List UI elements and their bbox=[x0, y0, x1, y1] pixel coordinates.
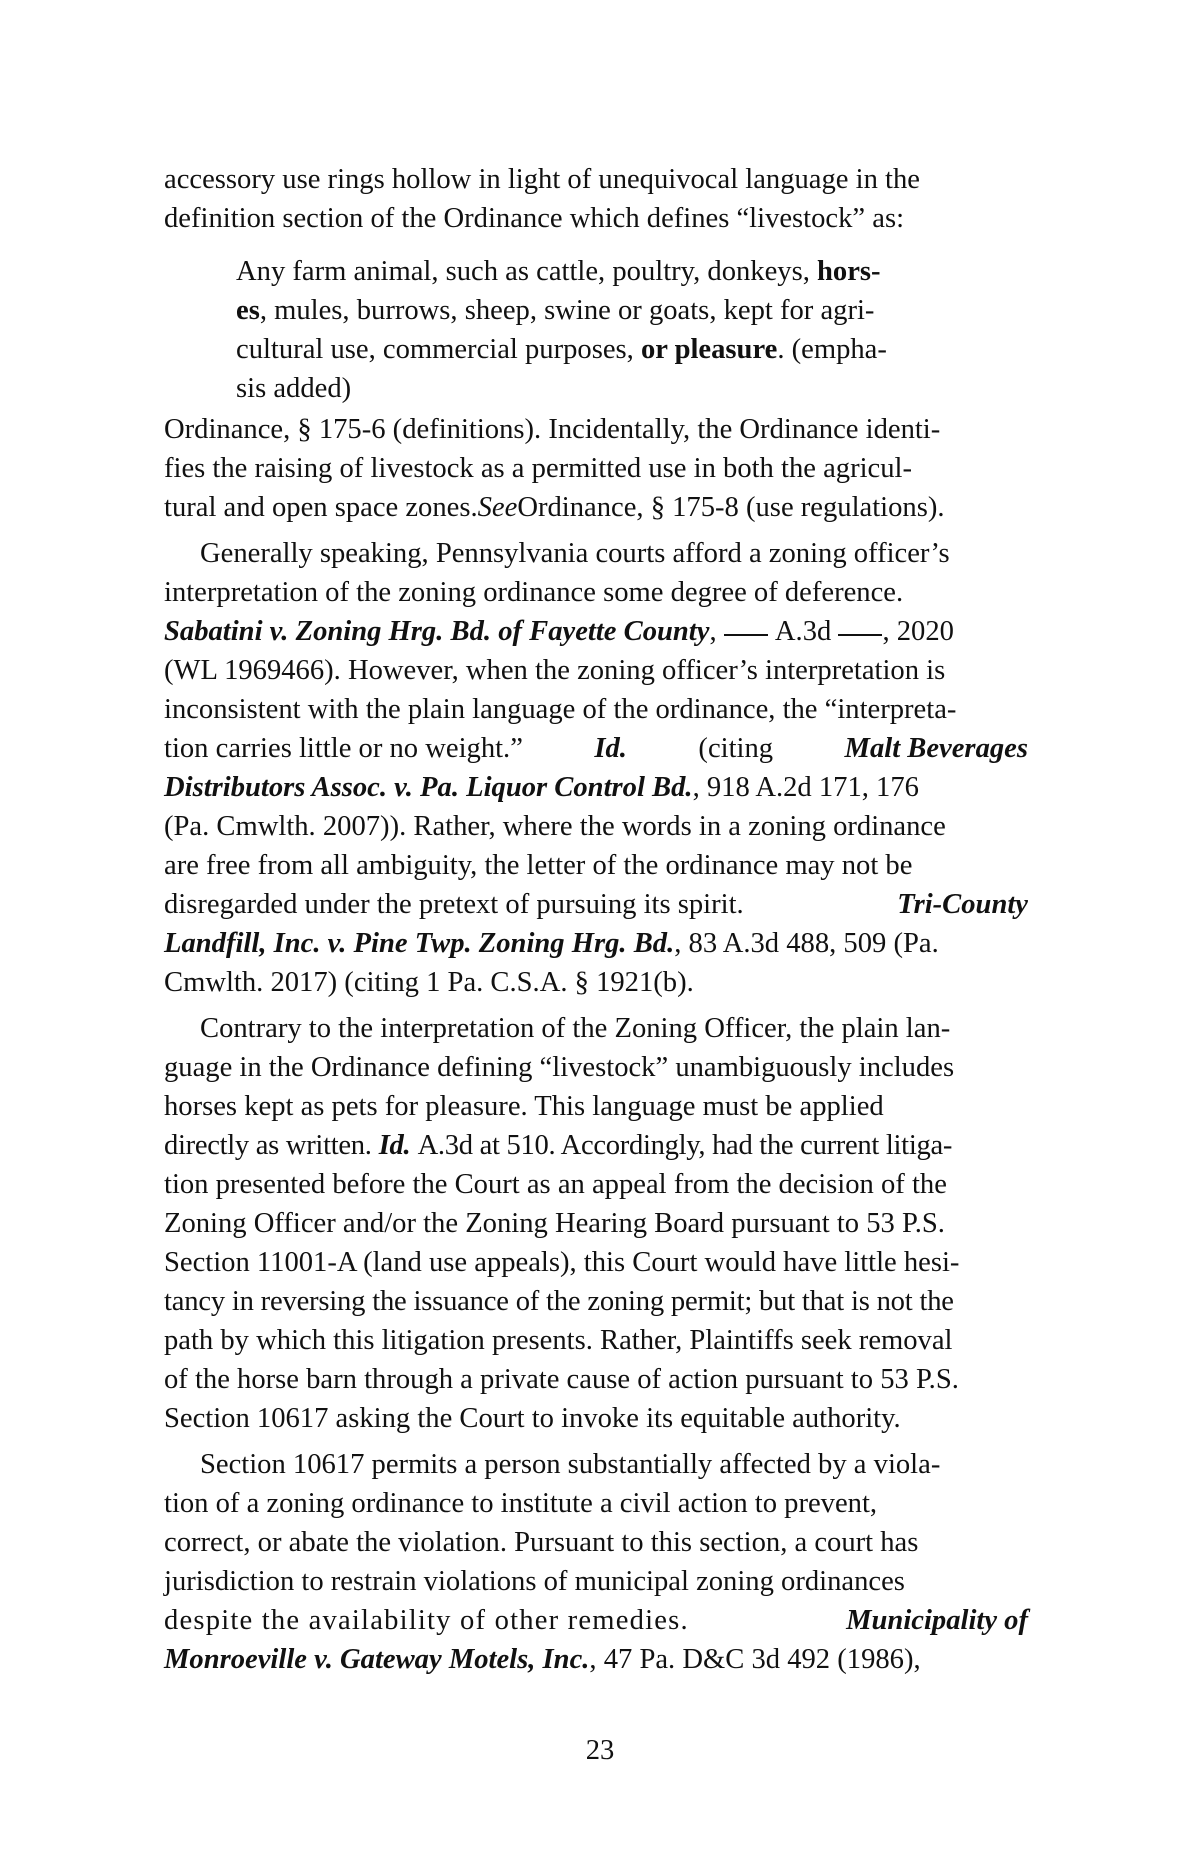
text-line: interpretation of the zoning ordinance some degree of deference. bbox=[164, 577, 904, 608]
text-line: are free from all ambiguity, the letter of the ordinance may not be bbox=[164, 850, 913, 881]
text-line: tural and open space zones. See Ordinance, § 175-8 (use regulations). bbox=[164, 492, 945, 523]
case-citation: Distributors Assoc. v. Pa. Liquor Control Bd. bbox=[164, 772, 693, 803]
text-line: Generally speaking, Pennsylvania courts afford a zoning officer’s bbox=[200, 538, 950, 569]
case-citation: Tri-County bbox=[897, 889, 1028, 920]
text-line: jurisdiction to restrain violations of municipal zoning ordinances bbox=[164, 1566, 905, 1597]
text-line: (WL 1969466). However, when the zoning officer’s interpretation is bbox=[164, 655, 946, 686]
text-line: of the horse barn through a private cause of action pursuant to 53 P.S. bbox=[164, 1364, 959, 1395]
text-line: tion of a zoning ordinance to institute a civil action to prevent, bbox=[164, 1488, 878, 1519]
case-citation: Municipality of bbox=[846, 1605, 1028, 1636]
case-citation: Monroeville v. Gateway Motels, Inc. bbox=[164, 1644, 590, 1675]
case-citation: Malt Beverages bbox=[844, 733, 1028, 764]
text-line: Section 10617 permits a person substantially affected by a viola- bbox=[200, 1449, 941, 1480]
text-line: Landfill, Inc. v. Pine Twp. Zoning Hrg. Bd. , 83 A.3d 488, 509 (Pa. bbox=[164, 924, 1028, 963]
text-line: horses kept as pets for pleasure. This language must be applied bbox=[164, 1091, 884, 1122]
paragraph-2 bbox=[164, 410, 1028, 527]
text-line: Cmwlth. 2017) (citing 1 Pa. C.S.A. § 1921(b). bbox=[164, 967, 694, 998]
text-line: tancy in reversing the issuance of the zoning permit; but that is not the bbox=[164, 1286, 954, 1317]
text-line: Distributors Assoc. v. Pa. Liquor Control Bd. , 918 A.2d 171, 176 bbox=[164, 768, 1028, 807]
blank-line bbox=[724, 612, 768, 636]
text-line: fies the raising of livestock as a permitted use in both the agricul- bbox=[164, 453, 912, 484]
text-line: Any farm animal, such as cattle, poultry, donkeys, hors- bbox=[236, 256, 881, 287]
text-line: tion presented before the Court as an appeal from the decision of the bbox=[164, 1169, 947, 1200]
text-line: disregarded under the pretext of pursuing its spirit. Tri-County bbox=[164, 885, 1028, 924]
text-line: Monroeville v. Gateway Motels, Inc. , 47 Pa. D&C 3d 492 (1986), bbox=[164, 1640, 1028, 1679]
text-line: Ordinance, § 175-6 (definitions). Incidentally, the Ordinance identi- bbox=[164, 414, 941, 445]
text-line: Section 11001-A (land use appeals), this Court would have little hesi- bbox=[164, 1247, 960, 1278]
text-line: inconsistent with the plain language of the ordinance, the “interpreta- bbox=[164, 694, 957, 725]
paragraph-3 bbox=[164, 534, 1028, 1002]
text-line: path by which this litigation presents. Rather, Plaintiffs seek removal bbox=[164, 1325, 953, 1356]
document-page bbox=[164, 160, 1028, 1679]
text-line: directly as written. Id. A.3d at 510. Accordingly, had the current litiga- bbox=[164, 1130, 953, 1161]
paragraph-1 bbox=[164, 160, 1028, 238]
text-line: despite the availability of other remedies. Municipality of bbox=[164, 1601, 1028, 1640]
text-line: es, mules, burrows, sheep, swine or goats, kept for agri- bbox=[236, 295, 875, 326]
text-line: guage in the Ordinance defining “livestock” unambiguously includes bbox=[164, 1052, 955, 1083]
text-line: definition section of the Ordinance which defines “livestock” as: bbox=[164, 203, 905, 234]
text-line: Section 10617 asking the Court to invoke its equitable authority. bbox=[164, 1403, 901, 1434]
case-citation: Landfill, Inc. v. Pine Twp. Zoning Hrg. Bd. bbox=[164, 928, 675, 959]
page-number: 23 bbox=[585, 1735, 615, 1766]
text-line: Zoning Officer and/or the Zoning Hearing Board pursuant to 53 P.S. bbox=[164, 1208, 945, 1239]
text-line: Contrary to the interpretation of the Zoning Officer, the plain lan- bbox=[200, 1013, 951, 1044]
case-citation: Sabatini v. Zoning Hrg. Bd. of Fayette County bbox=[164, 616, 710, 647]
text-line: tion carries little or no weight.” Id. (citing Malt Beverages bbox=[164, 729, 1028, 768]
paragraph-5 bbox=[164, 1445, 1028, 1679]
text-line: accessory use rings hollow in light of unequivocal language in the bbox=[164, 164, 920, 195]
text-line: Sabatini v. Zoning Hrg. Bd. of Fayette County , A.3d , 2020 bbox=[164, 612, 1028, 651]
blank-line bbox=[838, 612, 882, 636]
text-line: cultural use, commercial purposes, or pleasure. (empha- bbox=[236, 334, 887, 365]
text-line: (Pa. Cmwlth. 2007)). Rather, where the words in a zoning ordinance bbox=[164, 811, 946, 842]
block-quote bbox=[236, 252, 956, 408]
paragraph-4 bbox=[164, 1009, 1028, 1438]
text-line: correct, or abate the violation. Pursuant to this section, a court has bbox=[164, 1527, 919, 1558]
text-line: sis added) bbox=[236, 373, 352, 404]
